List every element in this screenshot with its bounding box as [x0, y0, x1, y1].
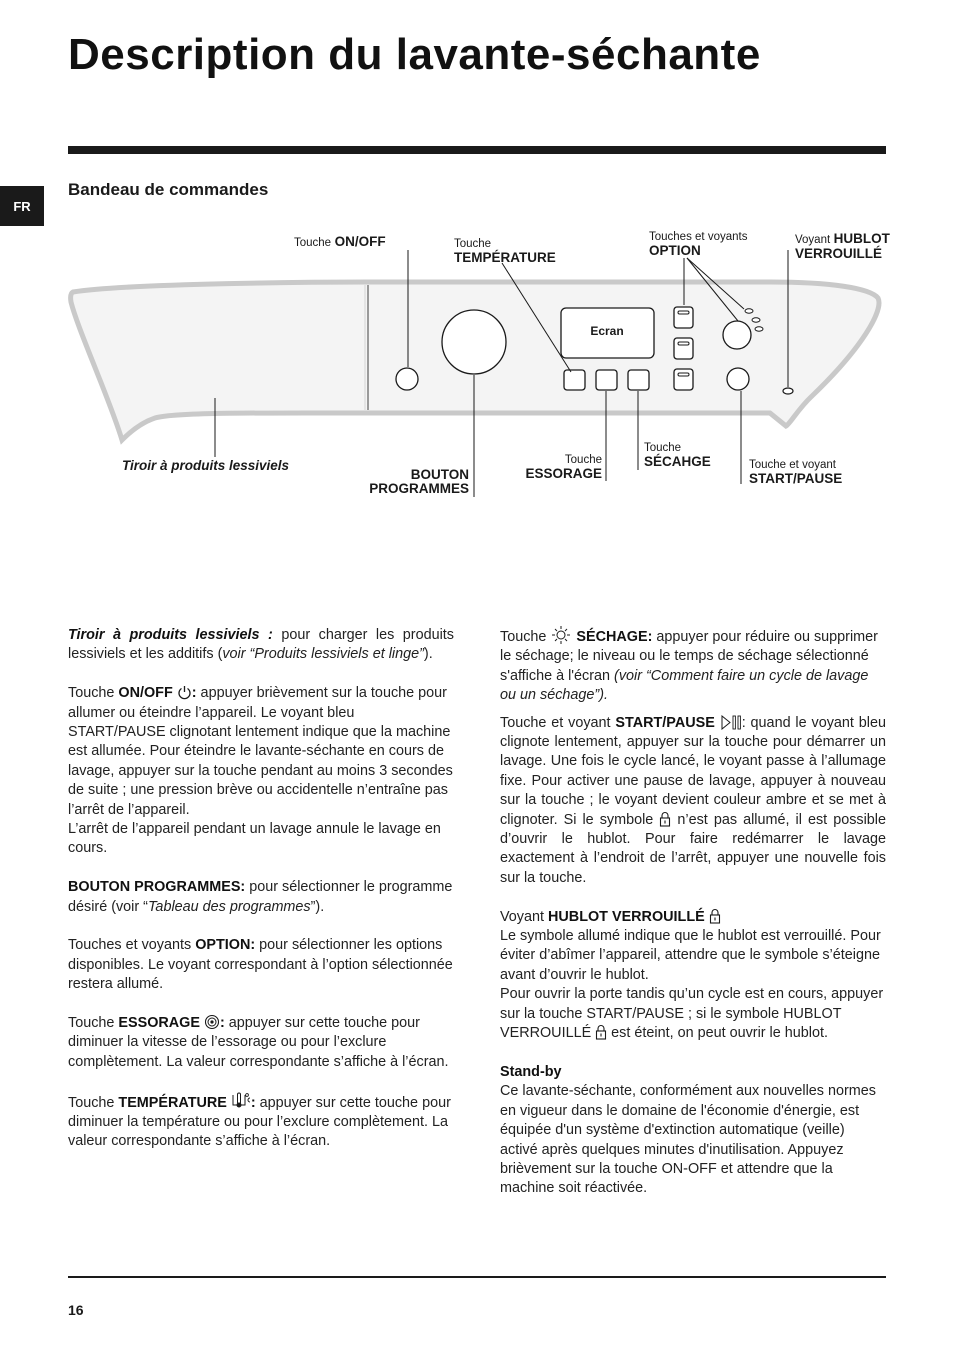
section-title: Bandeau de commandes [68, 180, 269, 199]
screen-label: Ecran [590, 324, 624, 338]
label-program-knob: BOUTON PROGRAMMES [369, 467, 469, 496]
label-door-lock: Voyant HUBLOT VERROUILLÉ [795, 231, 890, 261]
page-number: 16 [68, 1302, 84, 1318]
option-button-2 [674, 338, 693, 359]
paragraph-option: Touches et voyants OPTION: pour sélectionner les options disponibles. Le voyant correspondant à l’option sélectionnée restera allumé. [68, 937, 453, 993]
onoff-button-shape [396, 368, 418, 390]
label-dry: Touche SÉCAHGE [644, 442, 711, 469]
sun-icon [550, 626, 572, 644]
paragraph-start-pause: Touche et voyant START/PAUSE : quand le voyant bleu clignote lentement, appuyer sur la touche pour démarrer un lavage. Une fois le cycle lancé, le voyant passe à l’allumage fixe. Pour activer une pause de lavage, appuyer à nouveau sur la touche ; le voyant devient couleur ambre et se met à clignoter. Si le symbole n’est pas allumé, il est possible d’ouvrir le hublot. Pour faire redémarrer le lavage exactement à l’endroit de l’arrêt, appuyer une nouvelle fois sur la touche. [500, 714, 886, 886]
paragraph-onoff: Touche ON/OFF : appuyer brièvement sur la touche pour allumer ou éteindre l’appareil. Le voyant bleu START/PAUSE clignotant lentement indique que la machine est allumée. Pour éteindre le lavante-séchante en cours de lavage, appuyer sur la touche pendant au moins 3 secondes de suite ; une pression brève ou accidentelle n’entraîne pas l’arrêt de l’appareil. [68, 685, 453, 818]
lock-icon [709, 908, 721, 924]
label-spin: Touche ESSORAGE [525, 454, 602, 481]
power-icon [177, 685, 192, 700]
label-option: Touches et voyants OPTION [649, 231, 748, 258]
dry-button-shape [628, 370, 649, 390]
paragraph-onoff-2: L’arrêt de l’appareil pendant un lavage annule le lavage en cours. [68, 821, 441, 857]
right-column [500, 626, 886, 1199]
left-column [68, 626, 454, 1152]
label-temperature: Touche TEMPÉRATURE [454, 238, 556, 265]
paragraph-door-lock: Le symbole allumé indique que le hublot est verrouillé. Pour éviter d’abîmer l’appareil, attendre que le symbole s’éteigne avant d’ouvrir le hublot. [500, 928, 881, 983]
spin-icon [204, 1014, 220, 1030]
program-knob-shape [442, 310, 506, 374]
paragraph-door-lock-2: Pour ouvrir la porte tandis qu’un cycle est en cours, appuyer sur la touche START/PAUSE ; si le symbole HUBLOT VERROUILLÉ est éteint, on peut ouvrir le hublot. [500, 986, 884, 1042]
paragraph-door-lock-title: Voyant HUBLOT VERROUILLÉ [500, 908, 886, 927]
start-pause-button-shape [727, 368, 749, 390]
door-lock-led-shape [783, 388, 793, 394]
play-pause-icon [720, 715, 742, 730]
spin-button-shape [596, 370, 617, 390]
temperature-icon [231, 1092, 251, 1110]
paragraph-standby: Ce lavante-séchante, conformément aux nouvelles normes en vigueur dans le domaine de l'économie d'énergie, est équipée d'un système d'extinction automatique (veille) activé après quelques minutes d'inutilisation. Appuyez brièvement sur la touche ON-OFF et attendre que la machine soit réactivée. [500, 1083, 876, 1197]
label-onoff: Touche ON/OFF [294, 234, 386, 249]
option-knob-shape [723, 321, 751, 349]
label-detergent-drawer: Tiroir à produits lessiviels [122, 458, 290, 473]
option-button-3 [674, 369, 693, 390]
paragraph-program-knob: BOUTON PROGRAMMES: pour sélectionner le programme désiré (voir “Tableau des programmes”). [68, 879, 453, 915]
language-tab: FR [0, 186, 44, 226]
paragraph-detergent-drawer: Tiroir à produits lessiviels : pour charger les produits lessiviels et les additifs (voir “Produits lessiviels et linge”). [68, 627, 454, 663]
label-start-pause: Touche et voyant START/PAUSE [749, 459, 843, 486]
footer-rule [68, 1276, 886, 1278]
paragraph-temperature: Touche TEMPÉRATURE : appuyer sur cette touche pour diminuer la température ou pour l’exclure complètement. La valeur correspondante s’affiche à l’écran. [68, 1092, 454, 1152]
standby-title: Stand-by [500, 1063, 562, 1080]
lock-icon [659, 811, 671, 827]
option-button-1 [674, 307, 693, 328]
paragraph-spin: Touche ESSORAGE : appuyer sur cette touche pour diminuer la vitesse de l’essorage ou pour l’exclure complètement. La valeur correspondante s’affiche à l’écran. [68, 1015, 449, 1070]
paragraph-drying: Touche SÉCHAGE: appuyer pour réduire ou supprimer le séchage; le niveau ou le temps de séchage sélectionné s'affiche à l'écran (voir “Comment faire un cycle de lavage ou un séchage”). [500, 626, 886, 706]
page-title: Description du lavante-séchante [68, 30, 761, 79]
lock-icon [595, 1024, 607, 1040]
temp-button-shape [564, 370, 585, 390]
